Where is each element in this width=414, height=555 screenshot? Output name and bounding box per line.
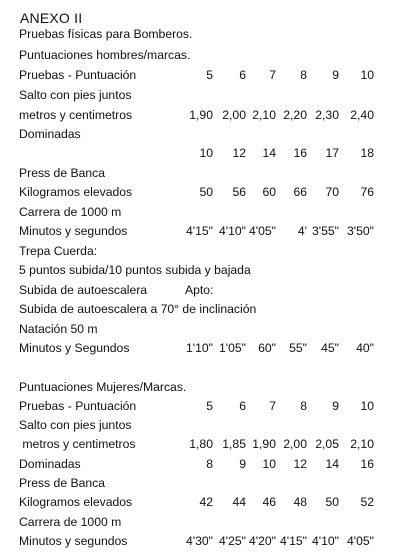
men-swim-label: Natación 50 m (19, 322, 98, 336)
women-bench-row (19, 493, 379, 512)
men-score-cell: 8 (300, 68, 307, 82)
women-bench-cell: 48 (293, 495, 307, 509)
men-jump-cell: 2,00 (222, 108, 246, 122)
women-score-cell: 5 (206, 399, 213, 413)
women-jump-cell: 2,00 (283, 437, 307, 451)
men-pullups-cell: 16 (293, 146, 307, 160)
women-bench-cell: 50 (325, 495, 339, 509)
women-pullups-cell: 12 (293, 457, 307, 471)
women-bench-cell: 46 (262, 495, 276, 509)
women-bench-unit: Kilogramos elevados (19, 495, 133, 509)
men-swim-cell: 40" (356, 341, 374, 355)
men-pullups-cell: 17 (325, 146, 339, 160)
men-bench-cell: 56 (232, 185, 246, 199)
women-pullups-cell: 14 (325, 457, 339, 471)
men-run-label: Carrera de 1000 m (19, 205, 122, 219)
men-run-unit: Minutos y segundos (19, 224, 128, 238)
women-heading: Puntuaciones Mujeres/Marcas. (19, 380, 187, 394)
women-bench-cell: 42 (199, 495, 213, 509)
men-score-cell: 5 (206, 68, 213, 82)
men-bench-cell: 60 (262, 185, 276, 199)
men-ladder-label: Subida de autoescalera (19, 283, 148, 297)
women-run-cell: 4'30" (186, 534, 213, 548)
women-score-cell: 9 (332, 399, 339, 413)
men-heading-line (19, 46, 379, 65)
women-jump-cell: 2,10 (350, 437, 374, 451)
men-score-cell: 7 (269, 68, 276, 82)
men-jump-unit: metros y centimetros (19, 108, 133, 122)
women-score-cell: 7 (269, 399, 276, 413)
women-jump-cell: 1,85 (222, 437, 246, 451)
men-score-cell: 9 (332, 68, 339, 82)
women-pullups-cell: 8 (206, 457, 213, 471)
women-run-row (19, 532, 379, 551)
annex-title: ANEXO II (20, 10, 83, 26)
women-bench-cell: 44 (232, 495, 246, 509)
women-jump-row (19, 435, 379, 454)
women-scores-label: Pruebas - Puntuación (19, 399, 137, 413)
men-bench-label-line (19, 164, 379, 183)
men-heading: Puntuaciones hombres/marcas. (19, 48, 191, 62)
men-swim-cell: 55" (289, 341, 307, 355)
men-swim-cell: 1'05" (219, 341, 246, 355)
men-pullups-cell: 10 (199, 146, 213, 160)
men-jump-cell: 2,40 (350, 108, 374, 122)
women-pullups-row (19, 455, 379, 474)
men-swim-cell: 60" (258, 341, 276, 355)
men-run-cell: 4'15" (186, 224, 213, 238)
intro-line (19, 25, 379, 44)
men-run-cell: 3'55" (312, 224, 339, 238)
women-run-unit: Minutos y segundos (19, 534, 128, 548)
men-ladder-detail: Subida de autoescalera a 70° de inclinación (19, 302, 257, 316)
women-pullups-cell: 16 (360, 457, 374, 471)
women-jump-unit: metros y centimetros (19, 437, 136, 451)
men-bench-cell: 70 (325, 185, 339, 199)
men-bench-label: Press de Banca (19, 166, 106, 180)
men-jump-cell: 2,30 (315, 108, 339, 122)
men-swim-row (19, 339, 379, 358)
men-run-cell: 3'50" (347, 224, 374, 238)
women-bench-label: Press de Banca (19, 476, 106, 490)
women-jump-cell: 1,90 (252, 437, 276, 451)
men-pullups-label: Dominadas (19, 127, 81, 141)
intro-text: Pruebas físicas para Bomberos. (19, 27, 193, 41)
women-score-cell: 8 (300, 399, 307, 413)
women-scores-row (19, 397, 379, 416)
men-swim-unit: Minutos y Segundos (19, 341, 130, 355)
women-pullups-cell: 10 (262, 457, 276, 471)
men-swim-label-line (19, 320, 379, 339)
men-run-label-line (19, 203, 379, 222)
men-bench-cell: 50 (199, 185, 213, 199)
women-pullups-label: Dominadas (19, 457, 81, 471)
men-rope-label: Trepa Cuerda: (19, 244, 98, 258)
men-pullups-label-line (19, 125, 379, 144)
men-score-cell: 10 (360, 68, 374, 82)
men-ladder-detail-line (19, 300, 379, 319)
women-run-label-line (19, 513, 379, 532)
men-jump-label-line (19, 86, 379, 105)
men-bench-row (19, 183, 379, 202)
women-run-cell: 4'15" (280, 534, 307, 548)
men-pullups-cell: 14 (262, 146, 276, 160)
women-jump-cell: 1,80 (189, 437, 213, 451)
men-jump-cell: 1,90 (189, 108, 213, 122)
women-bench-label-line (19, 474, 379, 493)
women-score-cell: 10 (360, 399, 374, 413)
men-scores-row (19, 66, 379, 85)
men-swim-cell: 45" (321, 341, 339, 355)
women-run-cell: 4'20" (249, 534, 276, 548)
women-run-cell: 4'05" (347, 534, 374, 548)
men-bench-cell: 76 (360, 185, 374, 199)
men-swim-cell: 1'10" (186, 341, 213, 355)
women-run-label: Carrera de 1000 m (19, 515, 122, 529)
men-bench-unit: Kilogramos elevados (19, 185, 133, 199)
men-jump-cell: 2,10 (252, 108, 276, 122)
men-bench-cell: 66 (293, 185, 307, 199)
men-score-cell: 6 (239, 68, 246, 82)
women-heading-line (19, 378, 379, 397)
men-jump-cell: 2,20 (283, 108, 307, 122)
women-score-cell: 6 (239, 399, 246, 413)
men-run-cell: 4'10" (219, 224, 246, 238)
women-run-cell: 4'25" (219, 534, 246, 548)
men-pullups-row (19, 144, 379, 163)
men-run-row (19, 222, 379, 241)
women-jump-label: Salto con pies juntos (19, 418, 132, 432)
men-rope-label-line (19, 242, 379, 261)
men-ladder-result: Apto: (185, 283, 214, 297)
women-pullups-cell: 9 (239, 457, 246, 471)
men-rope-detail: 5 puntos subida/10 puntos subida y bajada (19, 263, 251, 277)
men-run-cell: 4'05" (249, 224, 276, 238)
men-jump-label: Salto con pies juntos (19, 88, 132, 102)
men-pullups-cell: 18 (360, 146, 374, 160)
women-run-cell: 4'10" (312, 534, 339, 548)
men-scores-label: Pruebas - Puntuación (19, 68, 137, 82)
men-jump-row (19, 106, 379, 125)
women-jump-cell: 2,05 (315, 437, 339, 451)
men-ladder-row (19, 281, 379, 300)
men-pullups-cell: 12 (232, 146, 246, 160)
women-jump-label-line (19, 416, 379, 435)
women-bench-cell: 52 (360, 495, 374, 509)
men-rope-detail-line (19, 261, 379, 280)
men-run-cell: 4' (297, 224, 307, 238)
